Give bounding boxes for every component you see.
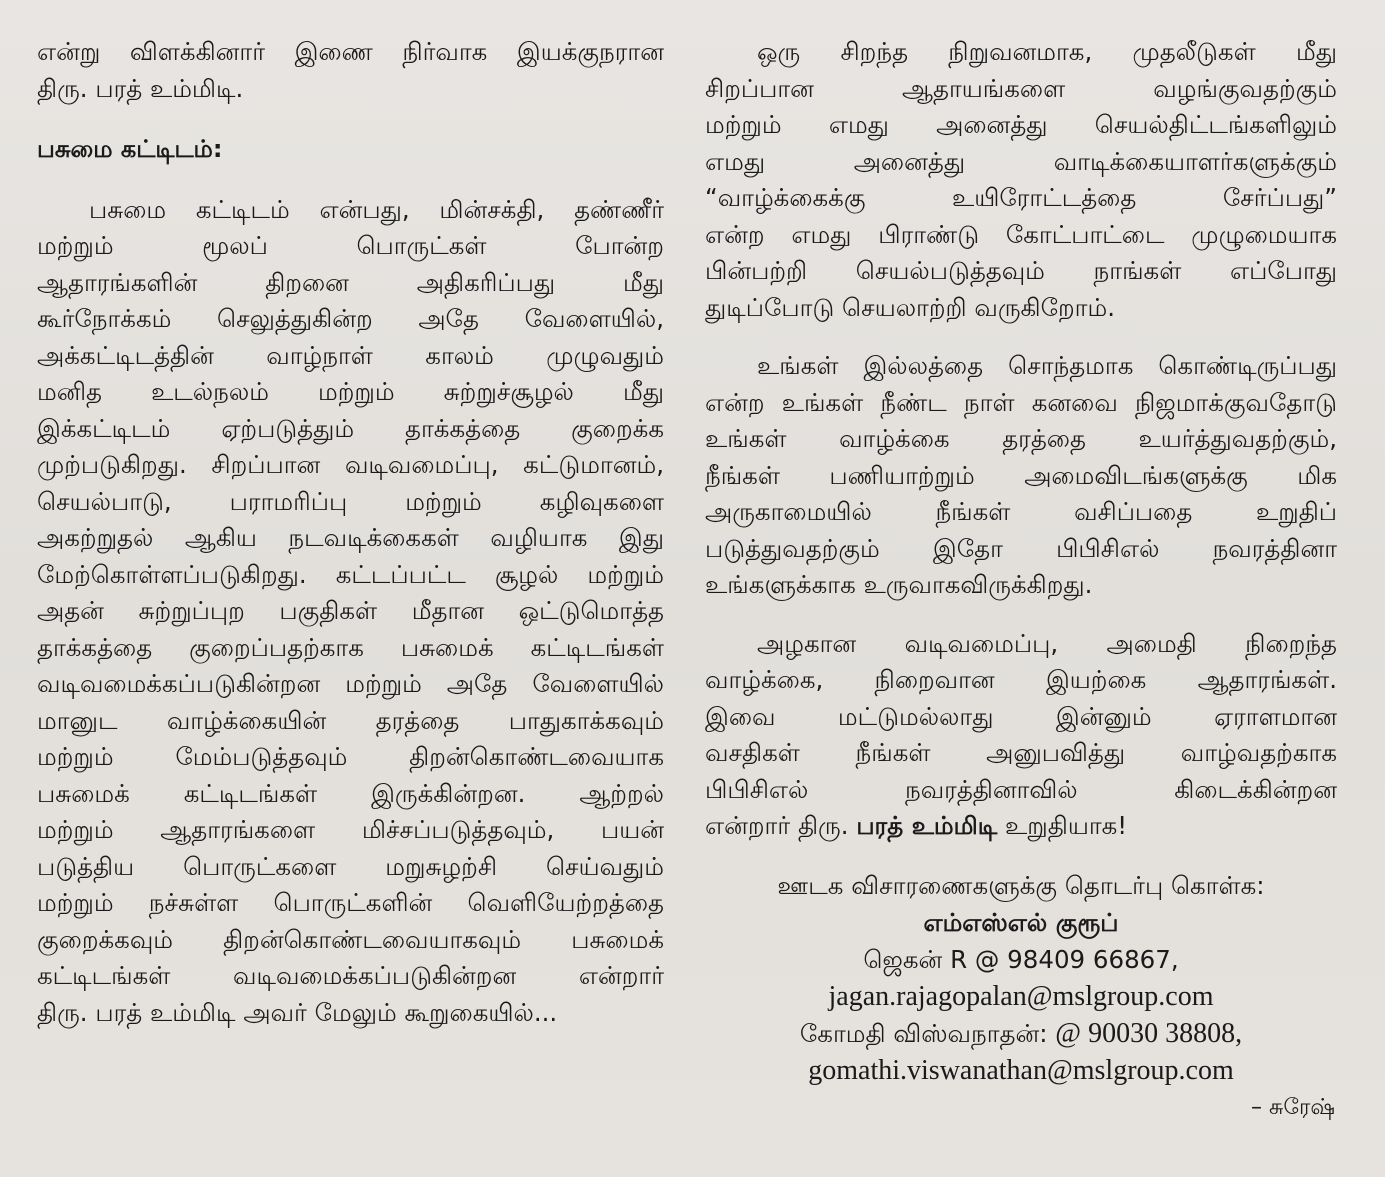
contact-person-2-email: gomathi.viswanathan@mslgroup.com bbox=[808, 1054, 1234, 1086]
paragraph-line: வாழ்க்கை, நிறைவான இயற்கை ஆதாரங்கள். bbox=[705, 665, 1337, 694]
paragraph-line: பின்பற்றி செயல்படுத்தவும் நாங்கள் எப்போது bbox=[705, 256, 1337, 285]
green-building-paragraph bbox=[37, 192, 664, 1032]
contact-organization: எம்எஸ்எல் குரூப் bbox=[923, 907, 1119, 937]
paragraph-line: வசதிகள் நீங்கள் அனுபவித்து வாழ்வதற்காக bbox=[705, 738, 1337, 767]
home-paragraph bbox=[705, 348, 1337, 604]
paragraph-line: “வாழ்க்கைக்கு உயிரோட்டத்தை சேர்ப்பது” bbox=[705, 183, 1337, 212]
company-paragraph bbox=[705, 34, 1337, 326]
paragraph-line: குறைக்கவும் திறன்கொண்டவையாகவும் பசுமைக் bbox=[37, 924, 664, 954]
contact-person-2-name: கோமதி விஸ்வநாதன்: bbox=[799, 1018, 1048, 1048]
paragraph-line: மற்றும் மேம்படுத்தவும் திறன்கொண்டவையாக bbox=[37, 742, 664, 771]
author-signature: – சுரேஷ் bbox=[1251, 1094, 1335, 1120]
paragraph-line: என்ற உங்கள் நீண்ட நாள் கனவை நிஜமாக்குவதோடு bbox=[705, 387, 1337, 417]
paragraph-line: அக்கட்டிடத்தின் வாழ்நாள் காலம் முழுவதும் bbox=[37, 340, 664, 370]
media-contact-block bbox=[705, 867, 1337, 1126]
paragraph-line: மனித உடல்நலம் மற்றும் சுற்றுச்சூழல் மீது bbox=[37, 377, 664, 406]
paragraph-line: இக்கட்டிடம் ஏற்படுத்தும் தாக்கத்தை குறைக்க bbox=[37, 413, 664, 443]
paragraph-line: எமது அனைத்து வாடிக்கையாளர்களுக்கும் bbox=[705, 146, 1337, 176]
paragraph-line: அருகாமையில் நீங்கள் வசிப்பதை உறுதிப் bbox=[705, 497, 1337, 526]
paragraph-line: செயல்பாடு, பராமரிப்பு மற்றும் கழிவுகளை bbox=[37, 486, 664, 516]
paragraph-line: மற்றும் மூலப் பொருட்கள் போன்ற bbox=[37, 231, 664, 260]
paragraph-line: ஆதாரங்களின் திறனை அதிகரிப்பது மீது bbox=[37, 267, 664, 297]
paragraph-line: கூர்நோக்கம் செலுத்துகின்ற அதே வேளையில், bbox=[37, 304, 664, 333]
quote-suffix: உறுதியாக! bbox=[1005, 811, 1128, 840]
paragraph-line: பிபிசிஎல் நவரத்தினாவில் கிடைக்கின்றன bbox=[705, 774, 1337, 804]
paragraph-line: முற்படுகிறது. சிறப்பான வடிவமைப்பு, கட்டுமானம், bbox=[37, 450, 664, 479]
contact-heading: ஊடக விசாரணைகளுக்கு தொடர்பு கொள்க: bbox=[777, 870, 1265, 900]
intro-line: திரு. பரத் உம்மிடி. bbox=[37, 73, 244, 103]
paragraph-line: பசுமைக் கட்டிடங்கள் இருக்கின்றன. ஆற்றல் bbox=[37, 778, 664, 808]
paragraph-line: ஒரு சிறந்த நிறுவனமாக, முதலீடுகள் மீது bbox=[757, 37, 1337, 66]
left-column bbox=[37, 34, 664, 1031]
paragraph-line: உங்களுக்காக உருவாகவிருக்கிறது. bbox=[705, 570, 1093, 599]
intro-line: என்று விளக்கினார் இணை நிர்வாக இயக்குநரான bbox=[37, 37, 664, 66]
paragraph-line: பசுமை கட்டிடம் என்பது, மின்சக்தி, தண்ணீர் bbox=[89, 194, 664, 224]
section-heading: பசுமை கட்டிடம்: bbox=[37, 135, 223, 163]
quote-prefix: என்றார் திரு. bbox=[705, 811, 849, 840]
contact-person-1-email: jagan.rajagopalan@mslgroup.com bbox=[828, 980, 1214, 1012]
contact-person-2 bbox=[705, 1015, 1337, 1052]
paragraph-line: துடிப்போடு செயலாற்றி வருகிறோம். bbox=[705, 292, 1115, 322]
paragraph-line: படுத்துவதற்கும் இதோ பிபிசிஎல் நவரத்தினா bbox=[705, 533, 1337, 563]
paragraph-line: அதன் சுற்றுப்புற பகுதிகள் மீதான ஒட்டுமொத்த bbox=[37, 596, 664, 625]
amenities-paragraph bbox=[705, 626, 1337, 845]
paragraph-line: மானுட வாழ்க்கையின் தரத்தை பாதுகாக்கவும் bbox=[37, 705, 664, 735]
paragraph-line: மற்றும் எமது அனைத்து செயல்திட்டங்களிலும் bbox=[705, 110, 1337, 139]
paragraph-line: நீங்கள் பணியாற்றும் அமைவிடங்களுக்கு மிக bbox=[705, 460, 1337, 490]
paragraph-line: மேற்கொள்ளப்படுகிறது. கட்டப்பட்ட சூழல் மற்றும் bbox=[37, 559, 664, 589]
paragraph-line: வடிவமைக்கப்படுகின்றன மற்றும் அதே வேளையில் bbox=[37, 669, 664, 698]
paragraph-line: மற்றும் நச்சுள்ள பொருட்களின் வெளியேற்றத்தை bbox=[37, 888, 664, 917]
paragraph-line: படுத்திய பொருட்களை மறுசுழற்சி செய்வதும் bbox=[37, 851, 664, 881]
paragraph-line: அழகான வடிவமைப்பு, அமைதி நிறைந்த bbox=[757, 628, 1337, 658]
contact-person-1 bbox=[705, 941, 1337, 978]
paragraph-line: சிறப்பான ஆதாயங்களை வழங்குவதற்கும் bbox=[705, 73, 1337, 103]
speaker-name: பரத் உம்மிடி bbox=[856, 811, 998, 840]
paragraph-line: தாக்கத்தை குறைப்பதற்காக பசுமைக் கட்டிடங்கள் bbox=[37, 632, 664, 662]
contact-person-2-phone: @ 90030 38808, bbox=[1055, 1017, 1243, 1049]
paragraph-line: கட்டிடங்கள் வடிவமைக்கப்படுகின்றன என்றார் bbox=[37, 961, 664, 990]
paragraph-line: இவை மட்டுமல்லாது இன்னும் ஏராளமான bbox=[705, 701, 1337, 731]
paragraph-line: அகற்றுதல் ஆகிய நடவடிக்கைகள் வழியாக இது bbox=[37, 523, 664, 552]
contact-person-1-phone: @ 98409 66867, bbox=[974, 944, 1179, 974]
paragraph-line: உங்கள் இல்லத்தை சொந்தமாக கொண்டிருப்பது bbox=[757, 351, 1337, 380]
paragraph-line: என்ற எமது பிராண்டு கோட்பாட்டை முழுமையாக bbox=[705, 219, 1337, 249]
paragraph-closing-line: திரு. பரத் உம்மிடி அவர் மேலும் கூறுகையில்... bbox=[37, 997, 558, 1027]
contact-person-1-name: ஜெகன் R bbox=[863, 944, 968, 974]
right-column bbox=[705, 34, 1337, 1126]
paragraph-line: உங்கள் வாழ்க்கை தரத்தை உயர்த்துவதற்கும், bbox=[705, 424, 1337, 453]
paragraph-line: மற்றும் ஆதாரங்களை மிச்சப்படுத்தவும், பயன் bbox=[37, 815, 664, 844]
paragraph-last-line bbox=[705, 808, 1337, 845]
